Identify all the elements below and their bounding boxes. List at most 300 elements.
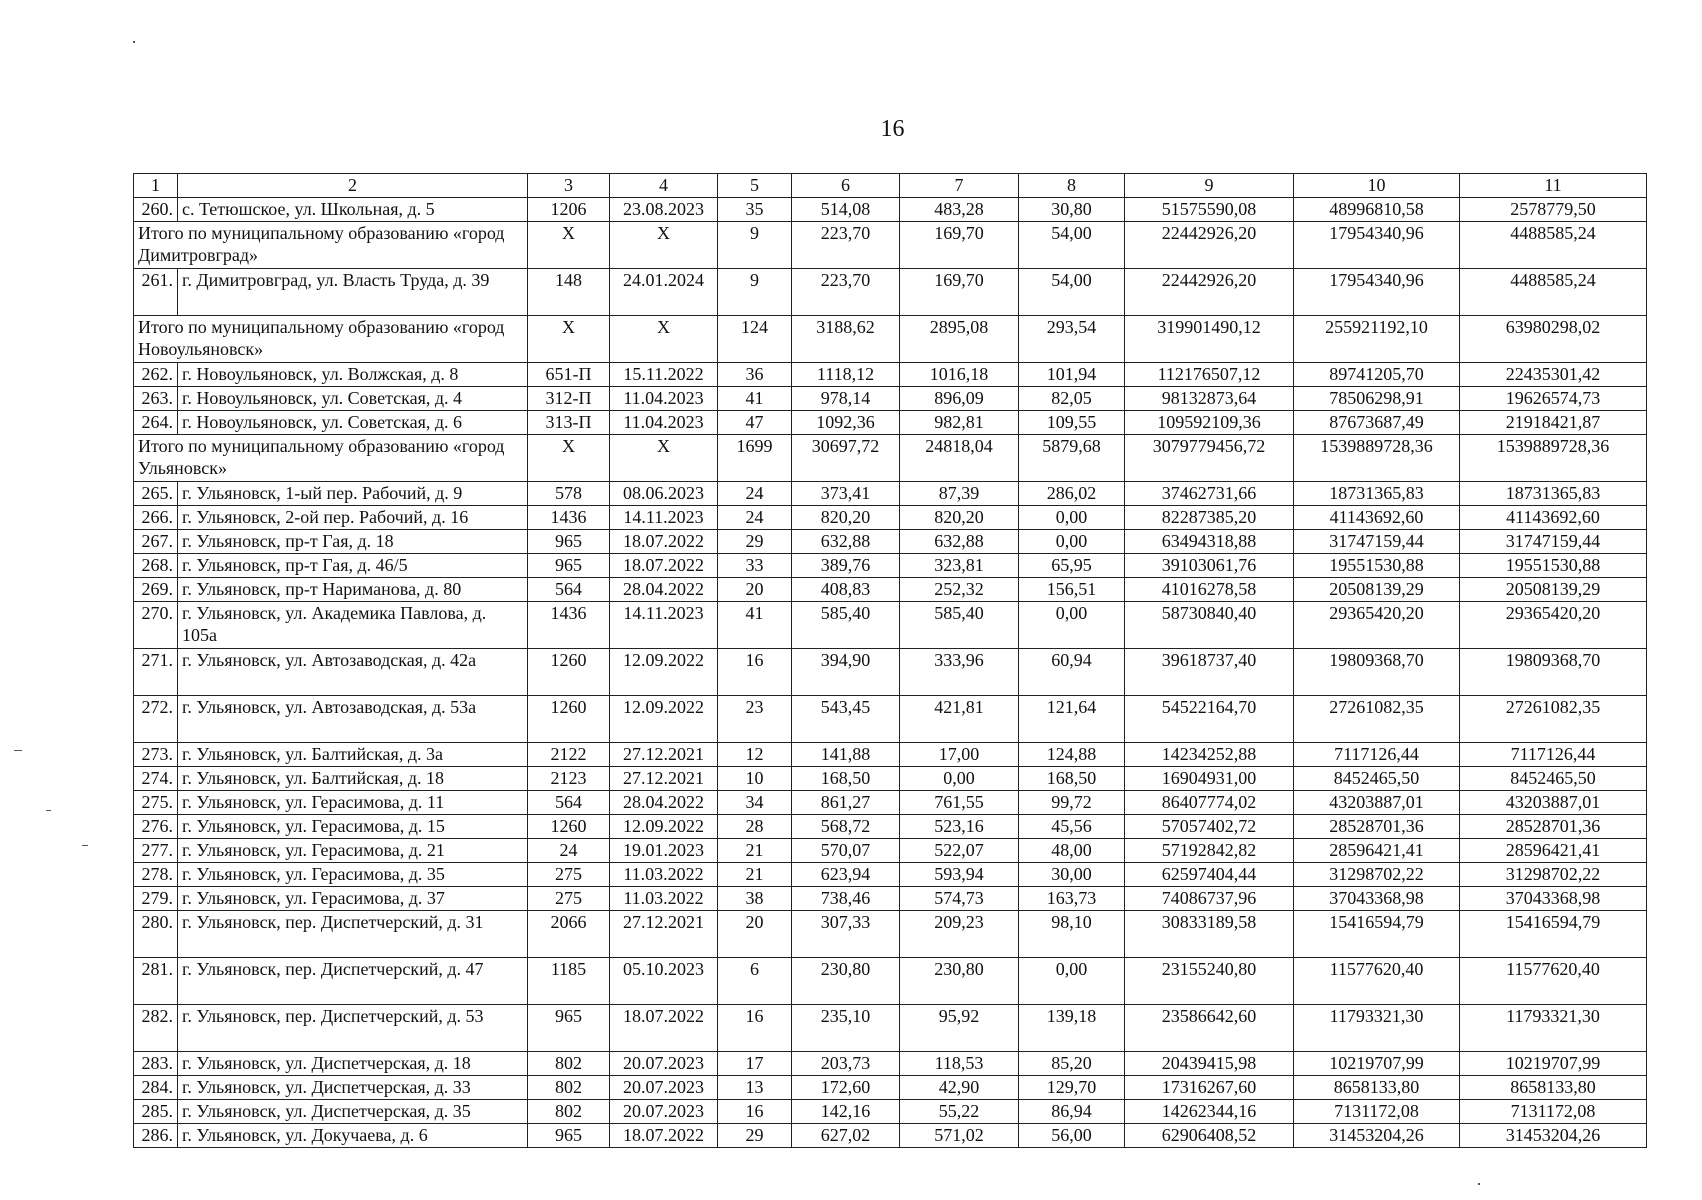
row-number: 282. [134,1005,178,1052]
col-11-cell: 18731365,83 [1460,482,1647,506]
address-cell: г. Ульяновск, ул. Балтийская, д. 18 [178,767,528,791]
column-header: 4 [610,174,718,198]
col-9-cell: 86407774,02 [1125,791,1294,815]
table-row [134,743,1647,767]
col-3-cell: 2122 [528,743,610,767]
col-6-cell: 141,88 [792,743,900,767]
col-10-cell: 31453204,26 [1294,1124,1460,1148]
col-7-cell: 55,22 [900,1100,1019,1124]
row-number: 271. [134,649,178,696]
col-5-cell: 21 [718,863,792,887]
col-4-cell: 24.01.2024 [610,269,718,316]
col-6-cell: 172,60 [792,1076,900,1100]
col-7-cell: 632,88 [900,530,1019,554]
col-4-cell: 11.04.2023 [610,411,718,435]
col-8-cell: 98,10 [1019,911,1125,958]
col-8-cell: 54,00 [1019,222,1125,269]
col-8-cell: 168,50 [1019,767,1125,791]
col-11-cell: 21918421,87 [1460,411,1647,435]
col-5-cell: 29 [718,1124,792,1148]
row-number: 269. [134,578,178,602]
col-5-cell: 36 [718,363,792,387]
row-number: 285. [134,1100,178,1124]
col-11-cell: 7131172,08 [1460,1100,1647,1124]
col-4-cell: 12.09.2022 [610,649,718,696]
col-11-cell: 19626574,73 [1460,387,1647,411]
col-7-cell: 95,92 [900,1005,1019,1052]
col-9-cell: 57057402,72 [1125,815,1294,839]
address-cell: г. Димитровград, ул. Власть Труда, д. 39 [178,269,528,316]
col-8-cell: 0,00 [1019,602,1125,649]
col-9-cell: 62906408,52 [1125,1124,1294,1148]
col-7-cell: 24818,04 [900,435,1019,482]
address-cell: г. Новоульяновск, ул. Волжская, д. 8 [178,363,528,387]
col-4-cell: 20.07.2023 [610,1076,718,1100]
scan-speck [82,845,88,846]
col-9-cell: 41016278,58 [1125,578,1294,602]
col-8-cell: 121,64 [1019,696,1125,743]
col-11-cell: 4488585,24 [1460,269,1647,316]
address-cell: г. Ульяновск, ул. Диспетчерская, д. 18 [178,1052,528,1076]
col-3-cell: 802 [528,1076,610,1100]
col-7-cell: 323,81 [900,554,1019,578]
table-row [134,1100,1647,1124]
col-5-cell: 1699 [718,435,792,482]
col-11-cell: 20508139,29 [1460,578,1647,602]
col-4-cell: 11.03.2022 [610,863,718,887]
col-4-cell: 18.07.2022 [610,554,718,578]
col-7-cell: 230,80 [900,958,1019,1005]
col-6-cell: 738,46 [792,887,900,911]
col-11-cell: 28528701,36 [1460,815,1647,839]
col-9-cell: 58730840,40 [1125,602,1294,649]
table-row [134,1124,1647,1148]
total-row [134,222,1647,269]
col-3-cell: 312-П [528,387,610,411]
col-11-cell: 41143692,60 [1460,506,1647,530]
table-row [134,815,1647,839]
col-6-cell: 1092,36 [792,411,900,435]
col-8-cell: 85,20 [1019,1052,1125,1076]
col-6-cell: 168,50 [792,767,900,791]
col-9-cell: 39618737,40 [1125,649,1294,696]
address-cell: г. Ульяновск, пер. Диспетчерский, д. 47 [178,958,528,1005]
col-10-cell: 17954340,96 [1294,222,1460,269]
col-3-cell: 1260 [528,696,610,743]
row-number: 273. [134,743,178,767]
col-5-cell: 28 [718,815,792,839]
col-5-cell: 33 [718,554,792,578]
col-5-cell: 13 [718,1076,792,1100]
col-11-cell: 31747159,44 [1460,530,1647,554]
total-row [134,316,1647,363]
col-5-cell: 20 [718,578,792,602]
col-10-cell: 41143692,60 [1294,506,1460,530]
column-header: 6 [792,174,900,198]
col-9-cell: 30833189,58 [1125,911,1294,958]
col-11-cell: 2578779,50 [1460,198,1647,222]
column-header: 2 [178,174,528,198]
col-11-cell: 31298702,22 [1460,863,1647,887]
col-7-cell: 169,70 [900,222,1019,269]
row-number: 279. [134,887,178,911]
col-10-cell: 78506298,91 [1294,387,1460,411]
col-7-cell: 585,40 [900,602,1019,649]
col-3-cell: 1206 [528,198,610,222]
col-6-cell: 203,73 [792,1052,900,1076]
col-7-cell: 252,32 [900,578,1019,602]
col-11-cell: 29365420,20 [1460,602,1647,649]
col-3-cell: 275 [528,863,610,887]
col-9-cell: 62597404,44 [1125,863,1294,887]
col-7-cell: 574,73 [900,887,1019,911]
col-3-cell: 965 [528,530,610,554]
col-11-cell: 27261082,35 [1460,696,1647,743]
col-5-cell: 10 [718,767,792,791]
address-cell: г. Ульяновск, пр-т Гая, д. 18 [178,530,528,554]
address-cell: г. Новоульяновск, ул. Советская, д. 4 [178,387,528,411]
total-row [134,435,1647,482]
col-4-cell: 27.12.2021 [610,743,718,767]
col-6-cell: 389,76 [792,554,900,578]
col-4-cell: 12.09.2022 [610,696,718,743]
col-6-cell: 514,08 [792,198,900,222]
row-number: 260. [134,198,178,222]
col-8-cell: 99,72 [1019,791,1125,815]
row-number: 264. [134,411,178,435]
col-9-cell: 74086737,96 [1125,887,1294,911]
col-10-cell: 7117126,44 [1294,743,1460,767]
col-6-cell: 235,10 [792,1005,900,1052]
address-cell: г. Ульяновск, ул. Герасимова, д. 37 [178,887,528,911]
col-9-cell: 22442926,20 [1125,269,1294,316]
col-10-cell: 27261082,35 [1294,696,1460,743]
col-9-cell: 14234252,88 [1125,743,1294,767]
table-row [134,649,1647,696]
col-4-cell: 05.10.2023 [610,958,718,1005]
col-7-cell: 593,94 [900,863,1019,887]
col-10-cell: 28596421,41 [1294,839,1460,863]
col-3-cell: 965 [528,1005,610,1052]
col-7-cell: 523,16 [900,815,1019,839]
col-7-cell: 0,00 [900,767,1019,791]
scan-speck [14,750,22,751]
table-row [134,506,1647,530]
col-9-cell: 23155240,80 [1125,958,1294,1005]
row-number: 280. [134,911,178,958]
col-6-cell: 585,40 [792,602,900,649]
col-11-cell: 37043368,98 [1460,887,1647,911]
table-row [134,791,1647,815]
total-label: Итого по муниципальному образованию «город Ульяновск» [134,435,528,482]
col-10-cell: 7131172,08 [1294,1100,1460,1124]
col-4-cell: 18.07.2022 [610,1124,718,1148]
col-11-cell: 10219707,99 [1460,1052,1647,1076]
col-5-cell: 9 [718,269,792,316]
page-number: 16 [880,116,905,142]
col-4-cell: 11.03.2022 [610,887,718,911]
col-8-cell: 56,00 [1019,1124,1125,1148]
col-11-cell: 63980298,02 [1460,316,1647,363]
scan-speck [46,810,51,811]
col-4-cell: 12.09.2022 [610,815,718,839]
table-row [134,198,1647,222]
col-8-cell: 45,56 [1019,815,1125,839]
col-4-cell: 18.07.2022 [610,530,718,554]
col-8-cell: 48,00 [1019,839,1125,863]
col-6-cell: 1118,12 [792,363,900,387]
col-6-cell: 570,07 [792,839,900,863]
col-7-cell: 42,90 [900,1076,1019,1100]
col-7-cell: 1016,18 [900,363,1019,387]
header-row [134,174,1647,198]
row-number: 283. [134,1052,178,1076]
col-8-cell: 101,94 [1019,363,1125,387]
col-10-cell: 19809368,70 [1294,649,1460,696]
col-5-cell: 16 [718,1005,792,1052]
col-5-cell: 34 [718,791,792,815]
row-number: 263. [134,387,178,411]
table-row [134,482,1647,506]
row-number: 265. [134,482,178,506]
col-8-cell: 30,00 [1019,863,1125,887]
col-7-cell: 17,00 [900,743,1019,767]
col-9-cell: 16904931,00 [1125,767,1294,791]
col-10-cell: 31747159,44 [1294,530,1460,554]
col-5-cell: 24 [718,482,792,506]
col-11-cell: 4488585,24 [1460,222,1647,269]
col-3-cell: 578 [528,482,610,506]
address-cell: г. Ульяновск, 1-ый пер. Рабочий, д. 9 [178,482,528,506]
row-number: 278. [134,863,178,887]
column-header: 7 [900,174,1019,198]
col-8-cell: 86,94 [1019,1100,1125,1124]
col-9-cell: 54522164,70 [1125,696,1294,743]
col-5-cell: 6 [718,958,792,1005]
table-row [134,363,1647,387]
total-label: Итого по муниципальному образованию «город Димитровград» [134,222,528,269]
row-number: 262. [134,363,178,387]
col-4-cell: 23.08.2023 [610,198,718,222]
column-header: 1 [134,174,178,198]
table-row [134,554,1647,578]
col-10-cell: 87673687,49 [1294,411,1460,435]
col-3-cell: 1436 [528,506,610,530]
col-7-cell: 571,02 [900,1124,1019,1148]
address-cell: г. Ульяновск, ул. Автозаводская, д. 42а [178,649,528,696]
table-row [134,767,1647,791]
col-7-cell: 333,96 [900,649,1019,696]
col-11-cell: 19809368,70 [1460,649,1647,696]
col-7-cell: 896,09 [900,387,1019,411]
col-3-cell: 802 [528,1052,610,1076]
col-10-cell: 31298702,22 [1294,863,1460,887]
col-11-cell: 11793321,30 [1460,1005,1647,1052]
table-row [134,911,1647,958]
col-9-cell: 37462731,66 [1125,482,1294,506]
col-5-cell: 23 [718,696,792,743]
col-11-cell: 11577620,40 [1460,958,1647,1005]
col-4-cell: 19.01.2023 [610,839,718,863]
address-cell: г. Ульяновск, пр-т Нариманова, д. 80 [178,578,528,602]
col-6-cell: 223,70 [792,222,900,269]
table-body [134,198,1647,1148]
scan-speck [133,41,135,43]
column-header: 10 [1294,174,1460,198]
row-number: 272. [134,696,178,743]
column-header: 3 [528,174,610,198]
col-4-cell: 27.12.2021 [610,911,718,958]
column-header: 9 [1125,174,1294,198]
col-3-cell: 1260 [528,649,610,696]
row-number: 281. [134,958,178,1005]
table-row [134,839,1647,863]
row-number: 270. [134,602,178,649]
col-7-cell: 87,39 [900,482,1019,506]
col-11-cell: 1539889728,36 [1460,435,1647,482]
col-9-cell: 63494318,88 [1125,530,1294,554]
col-8-cell: 163,73 [1019,887,1125,911]
col-7-cell: 421,81 [900,696,1019,743]
row-number: 284. [134,1076,178,1100]
column-header: 5 [718,174,792,198]
col-8-cell: 0,00 [1019,530,1125,554]
col-8-cell: 5879,68 [1019,435,1125,482]
row-number: 275. [134,791,178,815]
col-5-cell: 17 [718,1052,792,1076]
col-4-cell: 27.12.2021 [610,767,718,791]
col-4-cell: 08.06.2023 [610,482,718,506]
col-9-cell: 14262344,16 [1125,1100,1294,1124]
col-10-cell: 29365420,20 [1294,602,1460,649]
col-11-cell: 43203887,01 [1460,791,1647,815]
col-5-cell: 124 [718,316,792,363]
col-4-cell: 15.11.2022 [610,363,718,387]
col-3-cell: 275 [528,887,610,911]
table-row [134,1052,1647,1076]
data-table [133,173,1647,1148]
col-10-cell: 20508139,29 [1294,578,1460,602]
col-3-cell: X [528,435,610,482]
col-6-cell: 543,45 [792,696,900,743]
col-9-cell: 22442926,20 [1125,222,1294,269]
table-row [134,269,1647,316]
col-10-cell: 10219707,99 [1294,1052,1460,1076]
address-cell: г. Ульяновск, ул. Докучаева, д. 6 [178,1124,528,1148]
col-5-cell: 12 [718,743,792,767]
col-10-cell: 89741205,70 [1294,363,1460,387]
col-6-cell: 307,33 [792,911,900,958]
col-9-cell: 3079779456,72 [1125,435,1294,482]
col-6-cell: 627,02 [792,1124,900,1148]
col-6-cell: 373,41 [792,482,900,506]
row-number: 276. [134,815,178,839]
col-3-cell: 564 [528,791,610,815]
table-row [134,1005,1647,1052]
col-6-cell: 394,90 [792,649,900,696]
row-number: 261. [134,269,178,316]
col-3-cell: 802 [528,1100,610,1124]
col-6-cell: 142,16 [792,1100,900,1124]
col-9-cell: 109592109,36 [1125,411,1294,435]
col-8-cell: 65,95 [1019,554,1125,578]
col-4-cell: 14.11.2023 [610,506,718,530]
col-7-cell: 483,28 [900,198,1019,222]
col-5-cell: 29 [718,530,792,554]
col-6-cell: 623,94 [792,863,900,887]
address-cell: г. Ульяновск, ул. Диспетчерская, д. 35 [178,1100,528,1124]
row-number: 274. [134,767,178,791]
address-cell: г. Ульяновск, ул. Герасимова, д. 11 [178,791,528,815]
address-cell: г. Ульяновск, пер. Диспетчерский, д. 53 [178,1005,528,1052]
col-10-cell: 11577620,40 [1294,958,1460,1005]
col-5-cell: 35 [718,198,792,222]
col-7-cell: 522,07 [900,839,1019,863]
address-cell: г. Ульяновск, пер. Диспетчерский, д. 31 [178,911,528,958]
col-3-cell: 148 [528,269,610,316]
table-row [134,887,1647,911]
col-7-cell: 761,55 [900,791,1019,815]
col-10-cell: 255921192,10 [1294,316,1460,363]
col-11-cell: 31453204,26 [1460,1124,1647,1148]
col-9-cell: 319901490,12 [1125,316,1294,363]
address-cell: г. Ульяновск, ул. Герасимова, д. 15 [178,815,528,839]
col-11-cell: 28596421,41 [1460,839,1647,863]
row-number: 286. [134,1124,178,1148]
col-4-cell: X [610,435,718,482]
col-8-cell: 60,94 [1019,649,1125,696]
col-7-cell: 2895,08 [900,316,1019,363]
table-row [134,578,1647,602]
address-cell: г. Ульяновск, ул. Герасимова, д. 35 [178,863,528,887]
col-3-cell: X [528,316,610,363]
col-3-cell: 564 [528,578,610,602]
col-11-cell: 22435301,42 [1460,363,1647,387]
col-9-cell: 39103061,76 [1125,554,1294,578]
col-4-cell: X [610,316,718,363]
col-3-cell: 2066 [528,911,610,958]
col-10-cell: 18731365,83 [1294,482,1460,506]
col-11-cell: 8658133,80 [1460,1076,1647,1100]
col-10-cell: 28528701,36 [1294,815,1460,839]
col-10-cell: 48996810,58 [1294,198,1460,222]
col-3-cell: 1436 [528,602,610,649]
col-10-cell: 1539889728,36 [1294,435,1460,482]
table-row [134,602,1647,649]
col-6-cell: 978,14 [792,387,900,411]
address-cell: г. Ульяновск, пр-т Гая, д. 46/5 [178,554,528,578]
col-7-cell: 118,53 [900,1052,1019,1076]
column-header: 8 [1019,174,1125,198]
col-5-cell: 47 [718,411,792,435]
table-row [134,958,1647,1005]
col-6-cell: 408,83 [792,578,900,602]
col-10-cell: 17954340,96 [1294,269,1460,316]
col-5-cell: 24 [718,506,792,530]
column-header: 11 [1460,174,1647,198]
col-10-cell: 37043368,98 [1294,887,1460,911]
col-4-cell: 11.04.2023 [610,387,718,411]
total-label: Итого по муниципальному образованию «город Новоульяновск» [134,316,528,363]
col-7-cell: 169,70 [900,269,1019,316]
col-10-cell: 19551530,88 [1294,554,1460,578]
table-row [134,411,1647,435]
col-4-cell: 20.07.2023 [610,1052,718,1076]
col-9-cell: 112176507,12 [1125,363,1294,387]
address-cell: г. Ульяновск, ул. Автозаводская, д. 53а [178,696,528,743]
address-cell: г. Ульяновск, ул. Балтийская, д. 3а [178,743,528,767]
address-cell: г. Ульяновск, 2-ой пер. Рабочий, д. 16 [178,506,528,530]
